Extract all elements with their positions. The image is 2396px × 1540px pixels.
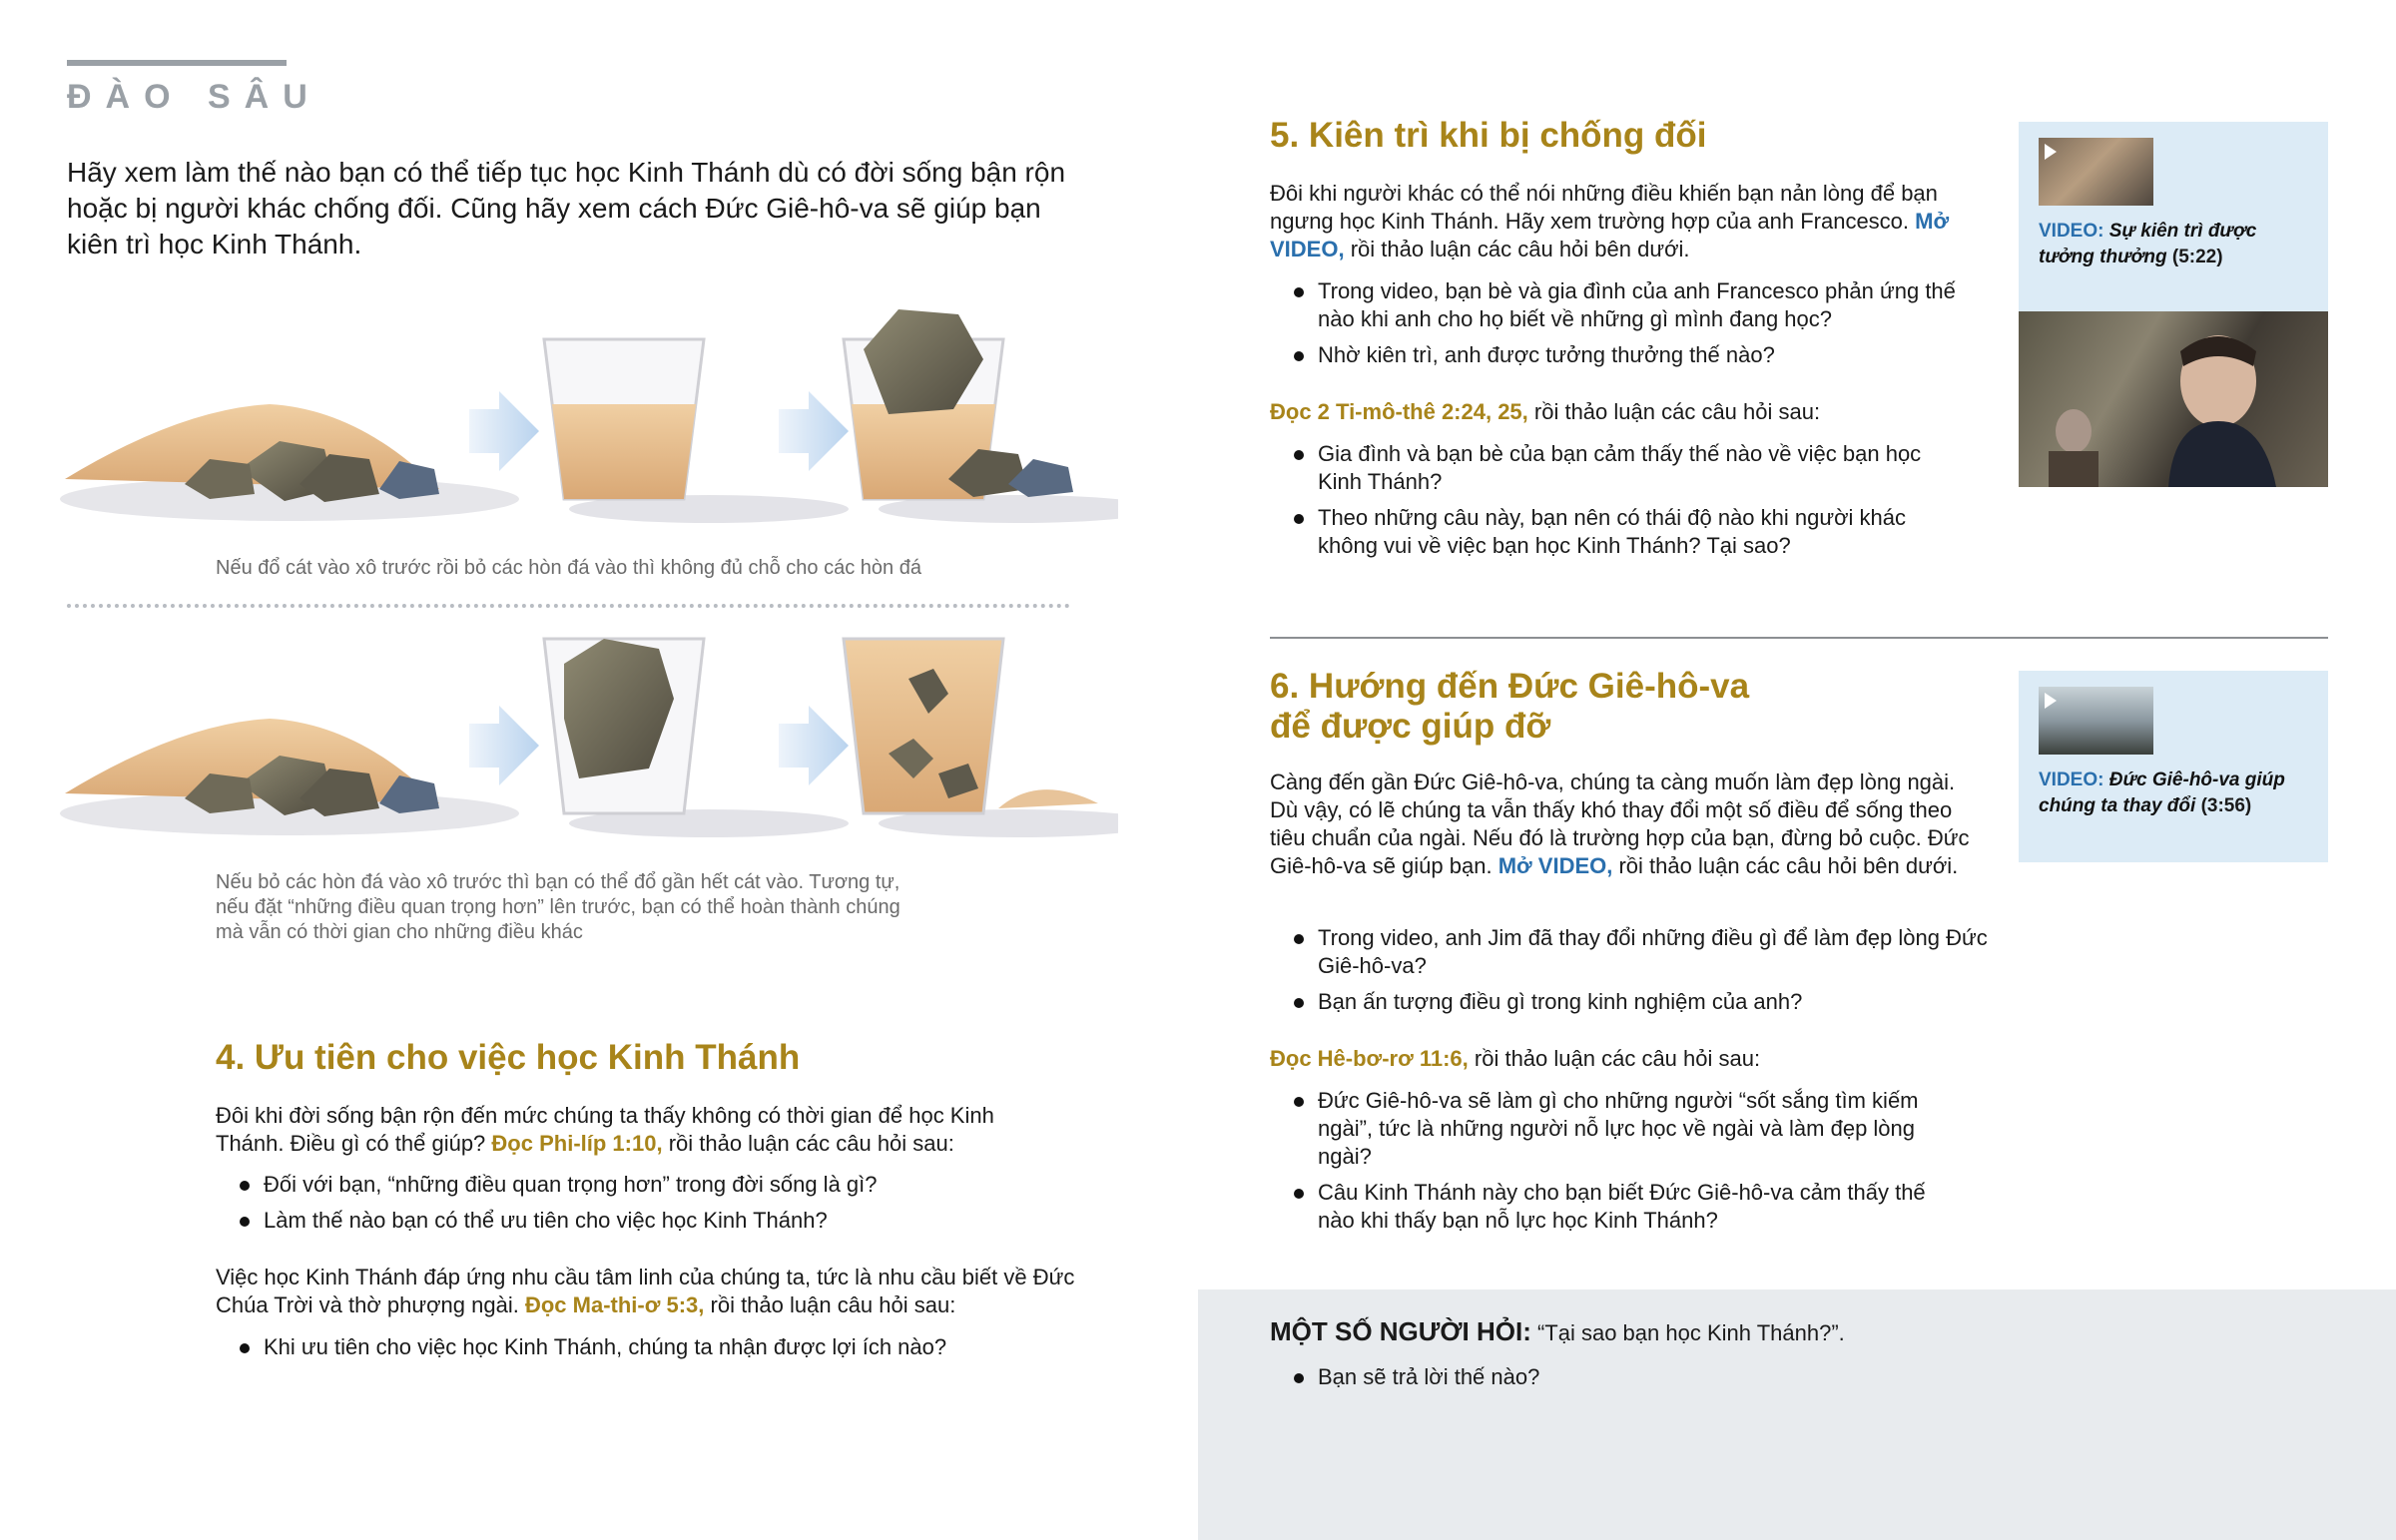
s4-scripture-link-1[interactable]: Đọc Phi-líp 1:10, (491, 1131, 663, 1156)
play-icon (2045, 693, 2057, 709)
question: Đức Giê-hô-va sẽ làm gì cho những người “sốt sắng tìm kiếm ngài”, tức là những người nỗ lực học về ngài và làm đẹp lòng ngài? (1270, 1087, 1949, 1171)
video-label-s5 (2039, 219, 2313, 270)
question: Câu Kinh Thánh này cho bạn biết Đức Giê-hô-va cảm thấy thế nào khi thấy bạn nỗ lực học Kinh Thánh? (1270, 1179, 1949, 1235)
play-icon (2045, 144, 2057, 160)
ask-questions (1270, 1363, 1969, 1399)
s5-p2-text-end: rồi thảo luận các câu hỏi sau: (1527, 399, 1821, 424)
s6-p2-text-end: rồi thảo luận các câu hỏi sau: (1468, 1046, 1761, 1071)
question: Theo những câu này, bạn nên có thái độ nào khi người khác không vui về việc bạn học Kinh Thánh? Tại sao? (1270, 504, 1969, 560)
section-5-title: 5. Kiên trì khi bị chống đối (1270, 116, 1707, 155)
section-6-questions-1 (1270, 924, 1989, 1024)
section-6-title-line-2: để được giúp đỡ (1270, 707, 1551, 746)
question: Đối với bạn, “những điều quan trọng hơn” trong đời sống là gì? (216, 1171, 1054, 1199)
video-duration: (5:22) (2171, 247, 2223, 267)
s5-scripture-link[interactable]: Đọc 2 Ti-mô-thê 2:24, 25, (1270, 399, 1528, 424)
s4-p2-text-end: rồi thảo luận câu hỏi sau: (704, 1292, 956, 1317)
s6-open-video-link[interactable]: Mở VIDEO, (1498, 853, 1613, 878)
video-box-s5[interactable] (2019, 122, 2328, 311)
illustration-rocks-first (60, 624, 1118, 843)
video-thumbnail-s5[interactable] (2039, 138, 2153, 206)
video-thumbnail-s6[interactable] (2039, 687, 2153, 755)
section-4-title: 4. Ưu tiên cho việc học Kinh Thánh (216, 1038, 801, 1077)
section-label: ĐÀO SÂU (67, 78, 321, 116)
intro-paragraph: Hãy xem làm thế nào bạn có thể tiếp tục học Kinh Thánh dù có đời sống bận rộn hoặc bị người khác chống đối. Cũng hãy xem cách Đức Giê-hô-va sẽ giúp bạn kiên trì học Kinh Thánh. (67, 157, 1066, 259)
section-5-paragraph-2 (1270, 398, 1989, 426)
section-4-questions-1 (216, 1171, 1054, 1243)
s5-open-video-link[interactable]: Mở VIDEO, (1270, 209, 1950, 261)
ask-quote: “Tại sao bạn học Kinh Thánh?”. (1530, 1320, 1845, 1345)
video-key: VIDEO: (2039, 221, 2104, 242)
s4-p2-text: Việc học Kinh Thánh đáp ứng nhu cầu tâm linh của chúng ta, tức là nhu cầu biết về Đức Chúa Trời và thờ phượng ngài. (216, 1265, 1075, 1317)
section-5-questions-1 (1270, 277, 1969, 377)
s6-scripture-link[interactable]: Đọc Hê-bơ-rơ 11:6, (1270, 1046, 1469, 1071)
video-still-image-s5 (2019, 311, 2328, 487)
caption-bottom-line-3: mà vẫn có thời gian cho những điều khác (216, 921, 583, 943)
video-title: Sự kiên trì được tưởng thưởng (2039, 221, 2257, 267)
question: Bạn sẽ trả lời thế nào? (1270, 1363, 1969, 1391)
question: Khi ưu tiên cho việc học Kinh Thánh, chúng ta nhận được lợi ích nào? (216, 1333, 1094, 1361)
question: Nhờ kiên trì, anh được tưởng thưởng thế nào? (1270, 341, 1969, 369)
ask-heading (1270, 1317, 1845, 1347)
video-label-s6 (2039, 768, 2313, 819)
question: Làm thế nào bạn có thể ưu tiên cho việc học Kinh Thánh? (216, 1207, 1054, 1235)
section-6-questions-2 (1270, 1087, 1949, 1243)
illustration-sand-first (60, 299, 1118, 539)
caption-bottom-line-1: Nếu bỏ các hòn đá vào xô trước thì bạn có thể đổ gần hết cát vào. Tương tự, (216, 871, 900, 893)
question: Gia đình và bạn bè của bạn cảm thấy thế nào về việc bạn học Kinh Thánh? (1270, 440, 1969, 496)
section-5-questions-2 (1270, 440, 1969, 568)
person-figure-icon (2019, 311, 2328, 487)
ask-label: MỘT SỐ NGƯỜI HỎI: (1270, 1316, 1531, 1346)
section-6-title-line-1: 6. Hướng đến Đức Giê-hô-va (1270, 667, 1750, 706)
section-5-paragraph-1 (1270, 180, 1989, 263)
section-4-paragraph-2 (216, 1264, 1094, 1319)
video-key: VIDEO: (2039, 770, 2104, 790)
caption-top: Nếu đổ cát vào xô trước rồi bỏ các hòn đá vào thì không đủ chỗ cho các hòn đá (216, 557, 921, 579)
question: Trong video, bạn bè và gia đình của anh Francesco phản ứng thế nào khi anh cho họ biết về những gì mình đang học? (1270, 277, 1969, 333)
s4-p1-text-end: rồi thảo luận các câu hỏi sau: (662, 1131, 954, 1156)
section-6-paragraph-1 (1270, 769, 1989, 880)
video-duration: (3:56) (2200, 795, 2252, 816)
s5-p1-text: Đôi khi người khác có thể nói những điều khiến bạn nản lòng để bạn ngưng học Kinh Thánh. Hãy xem trường hợp của anh Francesco. (1270, 181, 1938, 234)
section-4-paragraph-1 (216, 1102, 1054, 1158)
caption-bottom-line-2: nếu đặt “những điều quan trọng hơn” lên trước, bạn có thể hoàn thành chúng (216, 896, 900, 918)
section-divider (1270, 637, 2328, 639)
section-label-bar (67, 60, 287, 66)
ask-panel (1198, 1289, 2396, 1540)
video-title: Đức Giê-hô-va giúp chúng ta thay đổi (2039, 770, 2285, 816)
s4-p1-text: Đôi khi đời sống bận rộn đến mức chúng ta thấy không có thời gian để học Kinh Thánh. Điều gì có thể giúp? (216, 1103, 994, 1156)
s6-p1-text: Càng đến gần Đức Giê-hô-va, chúng ta càng muốn làm đẹp lòng ngài. Dù vậy, có lẽ chúng ta vẫn thấy khó thay đổi một số điều để sống theo tiêu chuẩn của ngài. Nếu đó là trường hợp của bạn, đừng bỏ cuộc. Đức Giê-hô-va sẽ giúp bạn. (1270, 770, 1970, 878)
section-6-paragraph-2 (1270, 1045, 1989, 1073)
s4-scripture-link-2[interactable]: Đọc Ma-thi-ơ 5:3, (524, 1292, 705, 1317)
question: Trong video, anh Jim đã thay đổi những điều gì để làm đẹp lòng Đức Giê-hô-va? (1270, 924, 1989, 980)
question: Bạn ấn tượng điều gì trong kinh nghiệm của anh? (1270, 988, 1989, 1016)
section-4-questions-2 (216, 1333, 1094, 1369)
s6-p1-text-end: rồi thảo luận các câu hỏi bên dưới. (1612, 853, 1959, 878)
video-box-s6[interactable] (2019, 671, 2328, 862)
dotted-divider (67, 604, 1070, 608)
s5-p1-text-end: rồi thảo luận các câu hỏi bên dưới. (1344, 237, 1690, 261)
